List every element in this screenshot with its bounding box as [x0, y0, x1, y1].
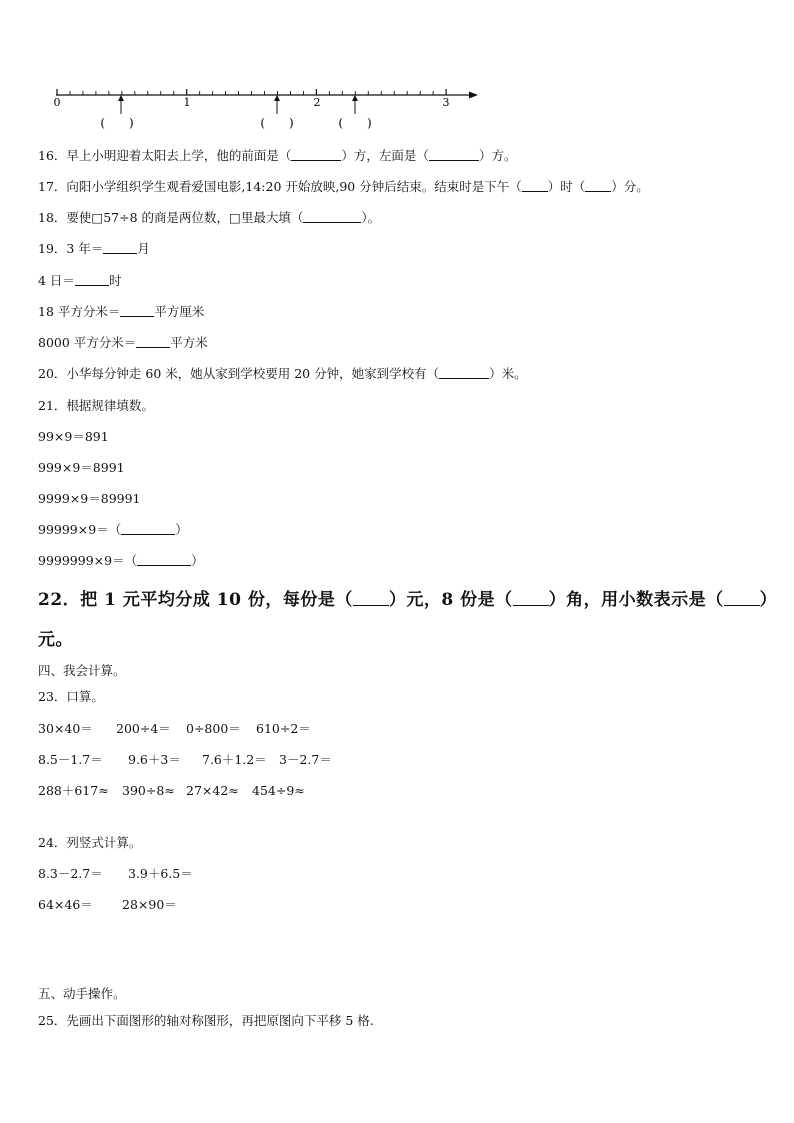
- answer-blank[interactable]: [121, 522, 175, 535]
- question-20: 20．小华每分钟走 60 米，她从家到学校要用 20 分钟，她家到学校有（ ）米。: [38, 366, 527, 381]
- math-item: 7.6＋1.2＝: [202, 752, 267, 767]
- mental-math-row-2: [38, 750, 349, 768]
- vertical-calc-row-1: [38, 864, 208, 882]
- number-line-ticks: [57, 89, 446, 95]
- arrow-up-icon: [352, 95, 358, 114]
- mental-math-row-3: [38, 781, 322, 799]
- answer-blank[interactable]: [103, 241, 137, 254]
- number-line-tick-labels: [54, 96, 450, 109]
- section-4-title: 四、我会计算。: [38, 663, 126, 678]
- math-item: 288＋617≈: [38, 783, 109, 798]
- question-22-continued: 元。: [38, 630, 73, 650]
- tick-label-0: 0: [53, 96, 61, 109]
- answer-blank[interactable]: [303, 210, 361, 223]
- math-item: 3－2.7＝: [279, 752, 332, 767]
- pattern-row-3: 9999×9＝89991: [38, 491, 141, 506]
- pattern-row-4: 99999×9＝（ ）: [38, 522, 188, 537]
- answer-blank[interactable]: [724, 589, 760, 606]
- math-item: 64×46＝: [38, 897, 93, 912]
- math-item: 30×40＝: [38, 721, 93, 736]
- math-item: 27×42≈: [186, 783, 239, 798]
- question-16: 16．早上小明迎着太阳去上学，他的前面是（ ）方，左面是（ ）方。: [38, 148, 517, 163]
- pattern-row-2: 999×9＝8991: [38, 460, 125, 475]
- question-19-line-3: 18 平方分米＝ 平方厘米: [38, 304, 205, 319]
- math-item: 9.6＋3＝: [128, 752, 181, 767]
- answer-blank[interactable]: [585, 179, 611, 192]
- section-5-title: 五、动手操作。: [38, 986, 126, 1001]
- answer-blank[interactable]: [439, 366, 489, 379]
- answer-blank[interactable]: [522, 179, 548, 192]
- answer-blank[interactable]: [137, 553, 191, 566]
- answer-blank[interactable]: [136, 335, 170, 348]
- question-25: 25．先画出下面图形的轴对称图形，再把原图向下平移 5 格.: [38, 1013, 374, 1028]
- tick-label-2: 2: [313, 96, 321, 109]
- tick-label-3: 3: [442, 96, 450, 109]
- answer-blank[interactable]: [353, 589, 389, 606]
- question-19-line-2: 4 日＝ 时: [38, 273, 122, 288]
- question-19-line-4: 8000 平方分米＝ 平方米: [38, 335, 208, 350]
- question-19-line-1: 19．3 年＝ 月: [38, 241, 150, 256]
- answer-blank[interactable]: [513, 589, 549, 606]
- math-item: 454÷9≈: [252, 783, 305, 798]
- vertical-calc-row-2: [38, 895, 202, 913]
- arrow-up-icon: [118, 95, 124, 114]
- tick-label-1: 1: [183, 96, 191, 109]
- question-17: 17．向阳小学组织学生观看爱国电影,14:20 开始放映,90 分钟后结束。结束时是下午（ ）时（ ）分。: [38, 179, 649, 194]
- math-item: 200÷4＝: [116, 721, 171, 736]
- math-item: 0÷800＝: [186, 721, 241, 736]
- math-item: 3.9＋6.5＝: [128, 866, 193, 881]
- answer-slot-3: ( ): [338, 116, 372, 130]
- question-22: 22．把 1 元平均分成 10 份，每份是（ ）元，8 份是（ ）角，用小数表示是（ ）: [38, 590, 778, 610]
- math-item: 8.5－1.7＝: [38, 752, 103, 767]
- pattern-row-1: 99×9＝891: [38, 429, 109, 444]
- answer-blank[interactable]: [75, 273, 109, 286]
- arrow-up-icon: [274, 95, 280, 114]
- number-line: [0, 0, 794, 140]
- question-23-title: 23．口算。: [38, 689, 104, 704]
- question-21-title: 21．根据规律填数。: [38, 398, 154, 413]
- math-item: 390÷8≈: [122, 783, 175, 798]
- answer-slot-2: ( ): [260, 116, 294, 130]
- pattern-row-5: 9999999×9＝（ ）: [38, 553, 204, 568]
- math-item: 8.3－2.7＝: [38, 866, 103, 881]
- answer-blank[interactable]: [291, 148, 341, 161]
- answer-blank[interactable]: [429, 148, 479, 161]
- mental-math-row-1: [38, 719, 326, 737]
- math-item: 28×90＝: [122, 897, 177, 912]
- number-line-axis: [56, 92, 478, 99]
- question-24-title: 24．列竖式计算。: [38, 835, 142, 850]
- math-item: 610÷2＝: [256, 721, 311, 736]
- answer-blank[interactable]: [120, 304, 154, 317]
- question-18: 18．要使□57÷8 的商是两位数，□里最大填（ ）。: [38, 210, 381, 225]
- answer-slot-1: ( ): [100, 116, 134, 130]
